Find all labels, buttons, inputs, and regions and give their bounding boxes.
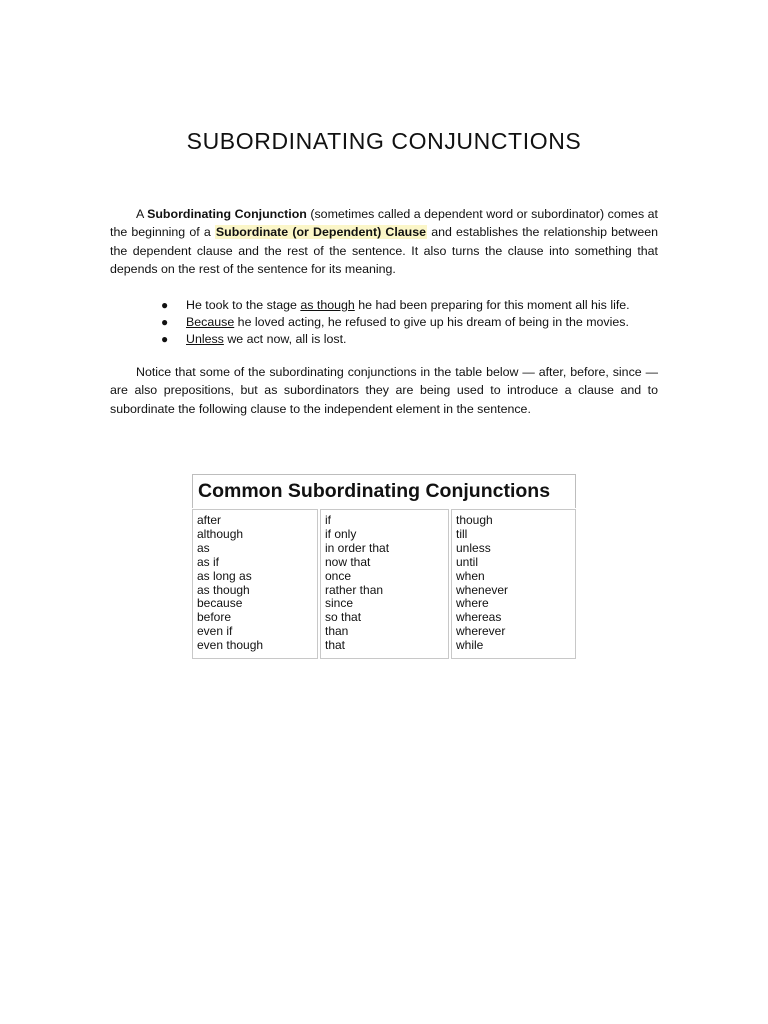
bullet-icon: ● (161, 298, 169, 312)
example-conjunction: Unless (186, 332, 224, 346)
table-cell: rather than (325, 582, 384, 597)
intro-term: Subordinating Conjunction (147, 207, 307, 221)
table-cell: as though (197, 582, 250, 597)
intro-highlight: Subordinate (or Dependent) Clause (215, 225, 427, 240)
conjunctions-table (192, 474, 576, 659)
table-cell: as if (197, 554, 220, 569)
intro-text-1: A (136, 207, 148, 221)
table-cell: even though (197, 638, 264, 653)
table-header (192, 474, 576, 508)
list-item (160, 314, 630, 331)
page-title: SUBORDINATING CONJUNCTIONS (186, 128, 582, 154)
table-column-1 (192, 509, 318, 659)
intro-text-3: and establishes the relationship between the dependent clause and the rest of the sentence. It also turns the clause into something that depends on the rest of the sentence for its meaning. (110, 225, 658, 276)
table-cell: once (325, 568, 352, 583)
table-cell: as (197, 540, 210, 555)
list-item (160, 331, 630, 348)
table-column-3 (451, 509, 576, 659)
table-cell: that (325, 638, 346, 653)
example-text: He took to the stage (186, 298, 301, 312)
table-cell: even if (197, 624, 233, 639)
table-cell: if (325, 513, 331, 527)
table-cell: as long as (197, 568, 252, 583)
table-cell: while (456, 638, 484, 653)
table-cell: although (197, 526, 244, 541)
table-cell: where (456, 596, 489, 611)
list-item (160, 297, 630, 314)
table-cell: so that (325, 610, 362, 625)
table-cell: after (197, 513, 222, 527)
intro-paragraph (110, 205, 658, 278)
example-text: he loved acting, he refused to give up his dream of being in the movies. (234, 315, 629, 329)
note-paragraph: Notice that some of the subordinating conjunctions in the table below — after, before, since — are also prepositions, but as subordinators they are being used to introduce a clause and to subordinate the following clause to the independent element in the sentence. (110, 365, 658, 416)
table-cell: when (456, 568, 485, 583)
table-cell: since (325, 596, 354, 611)
table-cell: before (197, 610, 232, 625)
table-cell: because (197, 596, 243, 611)
table-column-2 (320, 509, 449, 659)
example-text: we act now, all is lost. (223, 332, 347, 346)
bullet-icon: ● (161, 315, 169, 329)
table-cell: whereas (456, 610, 502, 625)
table-cell: if only (325, 526, 357, 541)
table-cell: whenever (456, 582, 509, 597)
intro-text-2: (sometimes called a dependent word or subordinator) comes at the beginning of a (110, 207, 658, 240)
table-cell: wherever (456, 624, 506, 639)
table-cell: now that (325, 554, 371, 569)
example-conjunction: as though (300, 298, 355, 312)
example-text: he had been preparing for this moment all his life. (354, 298, 630, 312)
table-cell: in order that (325, 540, 390, 555)
table-cell: though (456, 513, 493, 527)
example-list (160, 297, 630, 348)
table-cell: till (456, 526, 468, 541)
table-cell: until (456, 554, 479, 569)
example-conjunction: Because (186, 315, 235, 329)
table-title: Common Subordinating Conjunctions (198, 480, 551, 502)
bullet-icon: ● (161, 332, 169, 346)
table-cell: unless (456, 540, 491, 555)
table-cell: than (325, 624, 349, 639)
